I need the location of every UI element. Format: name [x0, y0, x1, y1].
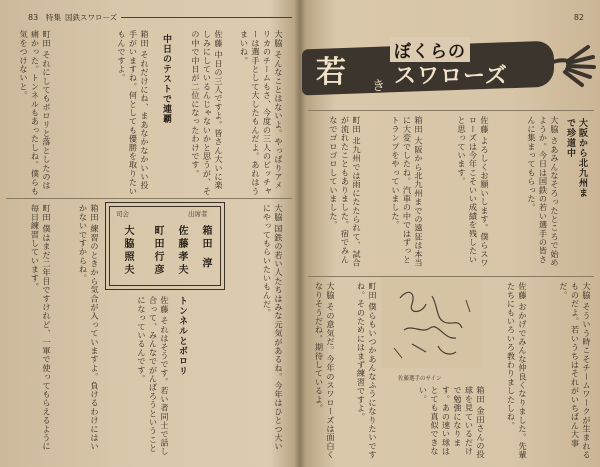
left-column-7: 箱田 練習のときから気合が入っていますよ。負けるわけにはいかないですからね。 — [78, 204, 100, 451]
autograph-sketch — [382, 278, 482, 368]
left-column-3: 箱田 それだけにね、まあなかなかいい投手がいますね。何としても優勝を取りたいもんですよ。 — [117, 30, 150, 196]
role-label-participants: 出席者 — [188, 210, 208, 218]
left-column-8: 町田 僕はまだ二年目ですけれど、一軍で使ってもらえるように毎日練習しています。 — [30, 204, 52, 451]
title-kana-small: き — [372, 79, 386, 94]
participant-name: 町田行彦 — [152, 225, 163, 277]
right-column-3: 箱田 大阪から北九州までの遠征は本当に大変でしたね。汽車の中ではずっとトランプをやっていました。 — [391, 116, 424, 268]
right-column-1: 大脇 さあみんなそろったところで始めようか。今日は国鉄の若い選手の皆さんに集まってもらった。 — [527, 116, 560, 268]
left-page — [0, 0, 298, 467]
left-column-6: 佐藤 それはそうです。若い者同士で話し合って、みんなでがんばろうということになっているんです。 — [137, 296, 170, 456]
right-column-7: 箱田 金田さんの投球を見ているだけで勉強になります。あの速い球はとても真似できない。 — [418, 386, 486, 459]
right-column-9: 大脇 その意気だ。今年のスワローズは面白くなりそうだね。期待しているよ。 — [314, 282, 336, 460]
left-column-1: 大脇 そんなことはないよ。やっぱりアメリカのチームもさ、今度の三人のピッチャーは選手として大したもんだよ。あれはうまいね。 — [239, 30, 284, 196]
role-label-host: 司会 — [116, 210, 129, 218]
title-line-2: スワローズ — [394, 64, 508, 89]
block-separator — [6, 198, 292, 199]
title-line-1: ぼくらの — [390, 37, 470, 62]
running-head-rule — [121, 17, 292, 18]
right-column-5: 大脇 そういう時こそチームワークが生まれるものだよ。若いうちはそれがいちばん大事だ。 — [559, 282, 592, 460]
title-rule — [308, 110, 594, 111]
page-number-left: 83 — [28, 13, 39, 22]
participants-box — [105, 202, 225, 290]
page-number-right: 82 — [573, 13, 584, 22]
left-column-5: 大脇 国鉄の若い人たちはみな元気があるね。今年はひとつ大いにやってもらいたいもんだ。 — [262, 204, 284, 451]
left-column-2: 佐藤 中日の三人ですよ。皆さん大いに楽しみにしているんじゃないかと思うが、その中で中日が二位になったわけです。 — [191, 30, 224, 196]
article-title — [302, 35, 600, 103]
hand-illustration-icon — [538, 39, 596, 95]
running-head-title: 国鉄スワローズ — [65, 12, 118, 22]
subheading-test: 中日のテストで連覇 — [161, 34, 171, 124]
title-kanji: 若 — [316, 55, 344, 90]
running-head-label: 特集 — [46, 12, 61, 22]
host-name: 大脇照夫 — [122, 225, 133, 277]
subheading-tunnel: トンネルとボロリ — [177, 296, 187, 376]
left-column-4: 町田 それにしてもボロリと落としたのは痛かった。トンネルもあったしね。僕らも気をつけないと。 — [19, 30, 52, 196]
right-column-2: 佐藤 よろしくお願いします。僕らスワローズは今年こそいい成績を残したいと思っています。 — [457, 116, 490, 268]
participant-name: 佐藤孝夫 — [176, 225, 187, 277]
right-column-4: 町田 北九州では雨にたたられて、試合が流れたこともありました。宿でみんなでゴロゴロしていました。 — [329, 116, 362, 268]
right-column-6: 佐藤 おかげでみんな仲良くなりました。先輩たちにもいろいろ教わりましたしね。 — [506, 282, 528, 460]
right-column-8: 町田 僕らもいつかあんなふうになりたいですね。そのためにはまず練習ですよ。 — [356, 282, 378, 460]
right-page — [302, 0, 600, 467]
participant-name: 箱田 淳 — [200, 225, 211, 271]
photo-caption: 佐藤選手のサイン — [398, 376, 442, 382]
section-heading: 大阪から北九州まで珍道中 — [565, 118, 587, 198]
block-separator — [308, 276, 594, 277]
running-head — [46, 12, 292, 22]
